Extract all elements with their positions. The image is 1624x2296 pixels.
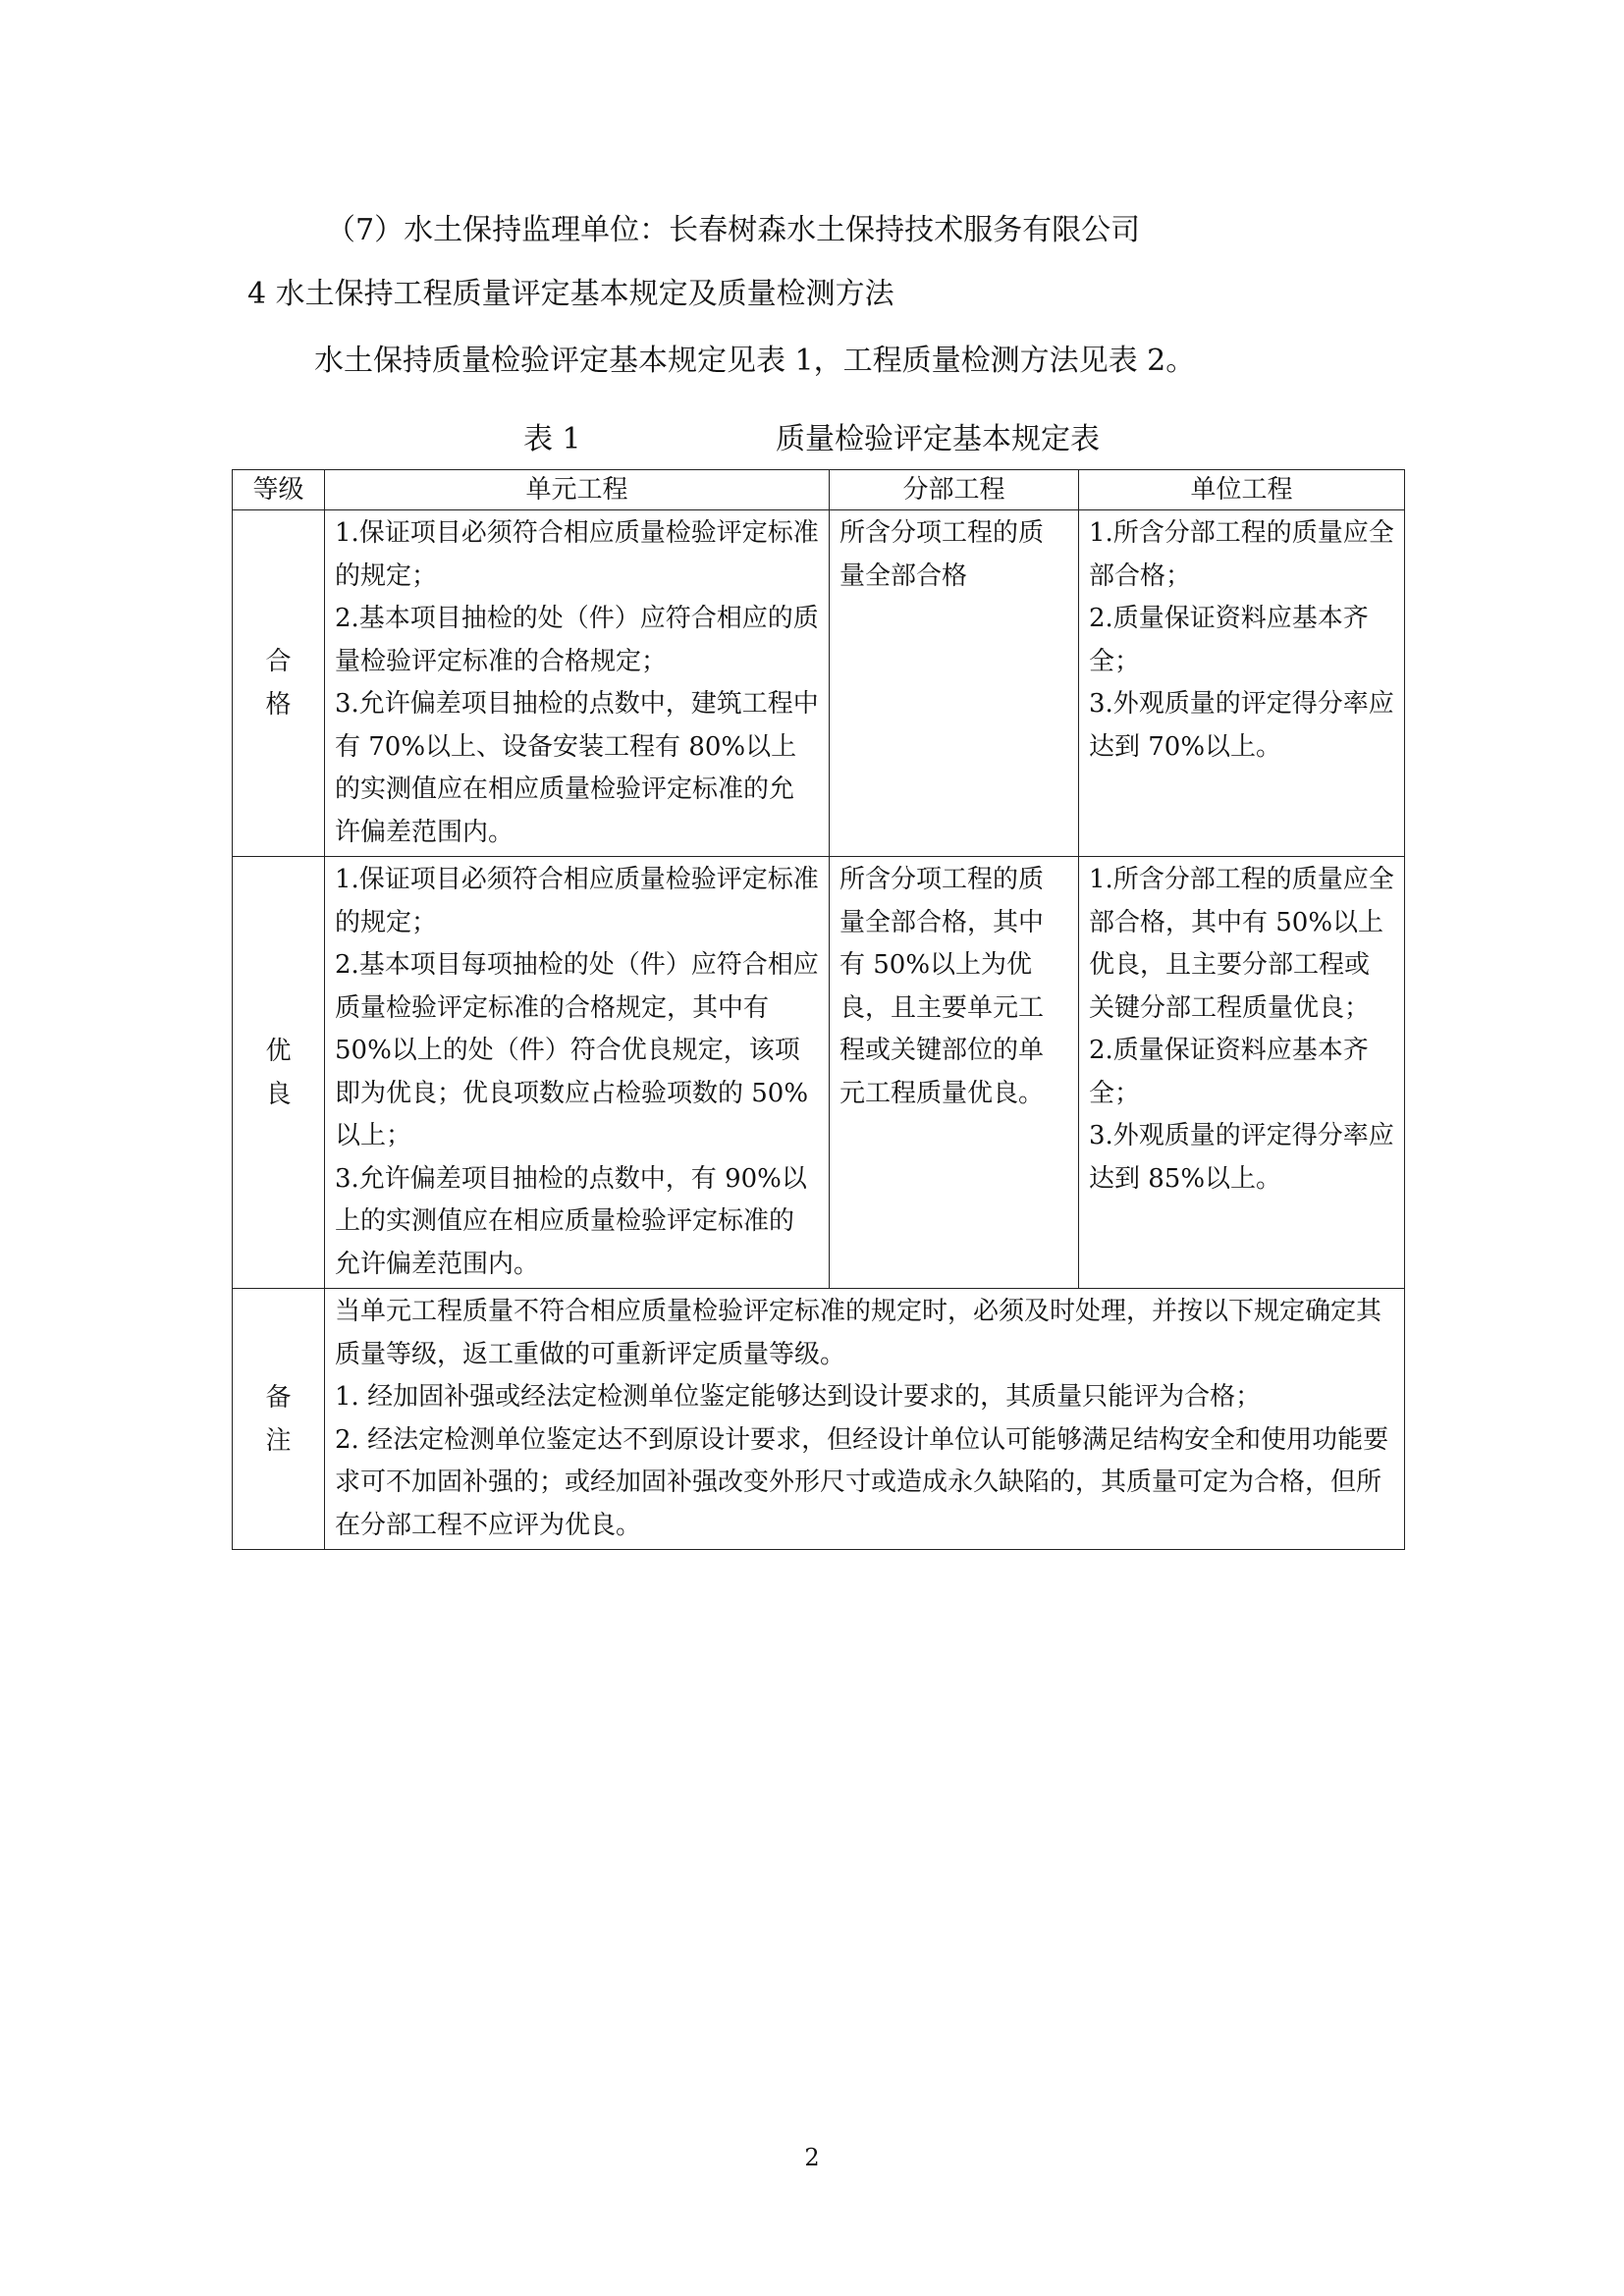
table-header-row xyxy=(233,470,1405,510)
quality-standards-table xyxy=(232,469,1405,1550)
table-row-remarks xyxy=(233,1289,1405,1550)
sub-project-cell: 所含分项工程的质量全部合格，其中有 50%以上为优良，且主要单元工程或关键部位的单元工程质量优良。 xyxy=(830,857,1079,1289)
header-unit-works: 单位工程 xyxy=(1079,470,1405,510)
table-row-excellent xyxy=(233,857,1405,1289)
grade-cell-excellent: 优 良 xyxy=(233,857,325,1289)
unit-project-cell: 1.保证项目必须符合相应质量检验评定标准的规定； 2.基本项目抽检的处（件）应符合相应的质量检验评定标准的合格规定； 3.允许偏差项目抽检的点数中，建筑工程中有 70%以上、设备安装工程有 80%以上的实测值应在相应质量检验评定标准的允许偏差范围内。 xyxy=(325,510,830,857)
sub-project-cell: 所含分项工程的质量全部合格 xyxy=(830,510,1079,857)
grade-cell-qualified: 合 格 xyxy=(233,510,325,857)
unit-works-cell: 1.所含分部工程的质量应全部合格； 2.质量保证资料应基本齐全； 3.外观质量的评定得分率应达到 70%以上。 xyxy=(1079,510,1405,857)
unit-works-cell: 1.所含分部工程的质量应全部合格，其中有 50%以上优良，且主要分部工程或关键分部工程质量优良； 2.质量保证资料应基本齐全； 3.外观质量的评定得分率应达到 85%以上。 xyxy=(1079,857,1405,1289)
grade-cell-remarks: 备 注 xyxy=(233,1289,325,1550)
header-unit-project: 单元工程 xyxy=(325,470,830,510)
header-grade: 等级 xyxy=(233,470,325,510)
remarks-cell: 当单元工程质量不符合相应质量检验评定标准的规定时，必须及时处理，并按以下规定确定其质量等级，返工重做的可重新评定质量等级。 1. 经加固补强或经法定检测单位鉴定能够达到设计要求的，其质量只能评为合格； 2. 经法定检测单位鉴定达不到原设计要求，但经设计单位认可能够满足结构安全和使用功能要求可不加固补强的；或经加固补强改变外形尺寸或造成永久缺陷的，其质量可定为合格，但所在分部工程不应评为优良。 xyxy=(325,1289,1405,1550)
unit-project-cell: 1.保证项目必须符合相应质量检验评定标准的规定； 2.基本项目每项抽检的处（件）应符合相应质量检验评定标准的合格规定，其中有 50%以上的处（件）符合优良规定，该项即为优良；优良项数应占检验项数的 50%以上； 3.允许偏差项目抽检的点数中，有 90%以上的实测值应在相应质量检验评定标准的允许偏差范围内。 xyxy=(325,857,830,1289)
paragraph-intro: 水土保持质量检验评定基本规定见表 1，工程质量检测方法见表 2。 xyxy=(314,344,1196,378)
table-caption-title: 质量检验评定基本规定表 xyxy=(776,422,1100,456)
header-sub-project: 分部工程 xyxy=(830,470,1079,510)
table-row-qualified xyxy=(233,510,1405,857)
section-heading-4: 4 水土保持工程质量评定基本规定及质量检测方法 xyxy=(247,277,894,311)
table-caption-number: 表 1 xyxy=(523,422,581,456)
paragraph-supervision-unit: （7）水土保持监理单位：长春树森水土保持技术服务有限公司 xyxy=(326,213,1141,247)
page-number: 2 xyxy=(804,2144,820,2171)
